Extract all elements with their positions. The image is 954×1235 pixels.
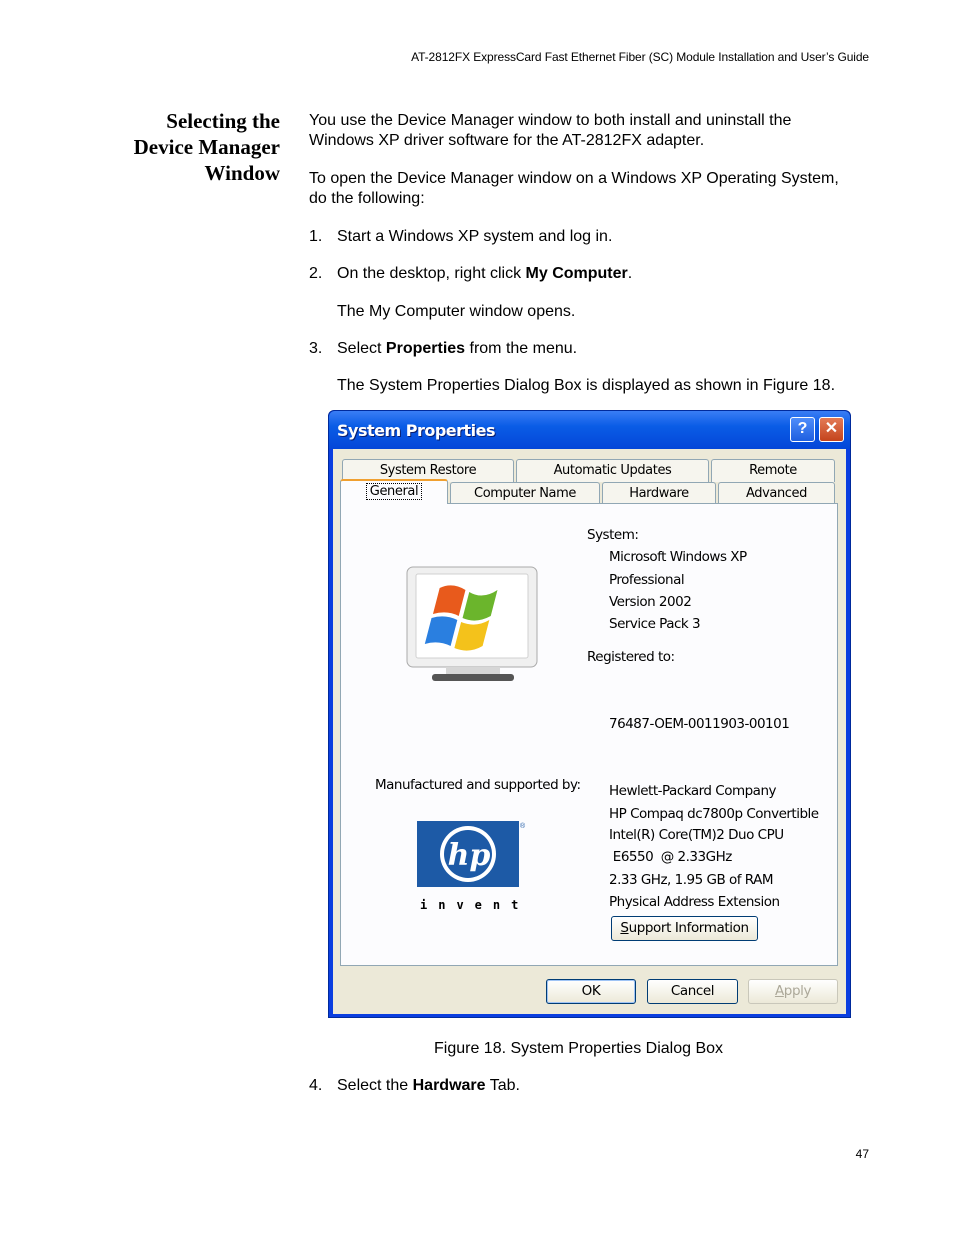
step-bold-term: Hardware [412, 1077, 486, 1094]
tab-advanced[interactable]: Advanced [718, 482, 835, 505]
section-title-line: Selecting the [166, 109, 280, 133]
step-text: Start a Windows XP system and log in. [337, 228, 613, 245]
running-header: AT-2812FX ExpressCard Fast Ethernet Fiber (SC) Module Installation and User’s Guide [411, 50, 869, 64]
tab-hardware[interactable]: Hardware [602, 482, 716, 505]
dialog-title: System Properties [337, 421, 496, 440]
section-title-line: Window [204, 161, 280, 185]
system-label: System: [587, 527, 639, 543]
step-number: 1. [309, 228, 323, 245]
step-number: 4. [309, 1077, 323, 1094]
tab-general[interactable]: General [340, 479, 448, 504]
figure-caption: Figure 18. System Properties Dialog Box [434, 1040, 724, 1057]
step-text: On the desktop, right click My Computer. [337, 265, 633, 282]
manufacturer-info-line: Intel(R) Core(TM)2 Duo CPU [609, 827, 784, 843]
tab-automatic-updates[interactable]: Automatic Updates [516, 459, 709, 482]
intro-paragraph: You use the Device Manager window to both install and uninstall the Windows XP driver software for the AT-2812FX adapter. [309, 112, 792, 149]
manufacturer-info-line: Hewlett-Packard Company [609, 783, 776, 799]
ok-button[interactable]: OK [546, 979, 636, 1004]
section-title-line: Device Manager [133, 135, 280, 159]
step-text: Select the Hardware Tab. [337, 1077, 520, 1094]
tab-computer-name[interactable]: Computer Name [450, 482, 600, 505]
system-info-line: Professional [609, 572, 685, 588]
svg-text:®: ® [520, 823, 526, 830]
registered-label: Registered to: [587, 649, 675, 665]
dialog-client-area [333, 449, 846, 1014]
step-bold-term: Properties [385, 340, 466, 357]
step-number: 2. [309, 265, 323, 282]
registration-id: 76487-OEM-0011903-00101 [609, 716, 790, 732]
dialog-titlebar [329, 411, 850, 449]
section-title [90, 108, 280, 186]
tab-system-restore[interactable]: System Restore [342, 459, 514, 482]
general-tab-panel [340, 503, 838, 966]
hp-invent-tagline: invent [420, 898, 530, 912]
manufacturer-info-line: Physical Address Extension [609, 894, 780, 910]
instructions-paragraph: To open the Device Manager window on a Windows XP Operating System, do the following: [309, 170, 839, 207]
support-information-button[interactable]: Support Information [611, 916, 758, 941]
hp-logo-icon [417, 821, 526, 887]
cancel-button[interactable]: Cancel [647, 979, 738, 1004]
step-note: The My Computer window opens. [337, 303, 576, 320]
apply-button[interactable]: Apply [748, 979, 838, 1004]
manufacturer-info-line: E6550 @ 2.33GHz [609, 849, 732, 865]
tab-remote[interactable]: Remote [711, 459, 835, 482]
manufacturer-info-line: 2.33 GHz, 1.95 GB of RAM [609, 872, 774, 888]
system-info-line: Microsoft Windows XP [609, 549, 747, 565]
close-button[interactable]: ✕ [819, 417, 844, 442]
system-info-line: Service Pack 3 [609, 616, 701, 632]
step-note: The System Properties Dialog Box is displayed as shown in Figure 18. [337, 377, 836, 394]
manufacturer-label: Manufactured and supported by: [375, 777, 581, 793]
system-properties-dialog [328, 410, 851, 1018]
step-bold-term: My Computer [525, 265, 628, 282]
manufacturer-info-line: HP Compaq dc7800p Convertible [609, 806, 819, 822]
windows-logo-monitor-icon [406, 566, 540, 684]
help-button[interactable]: ? [790, 417, 815, 442]
hp-logo-text: hp [447, 838, 491, 873]
step-number: 3. [309, 340, 323, 357]
step-text: Select Properties from the menu. [337, 340, 578, 357]
system-info-line: Version 2002 [609, 594, 692, 610]
page-number: 47 [855, 1147, 869, 1161]
